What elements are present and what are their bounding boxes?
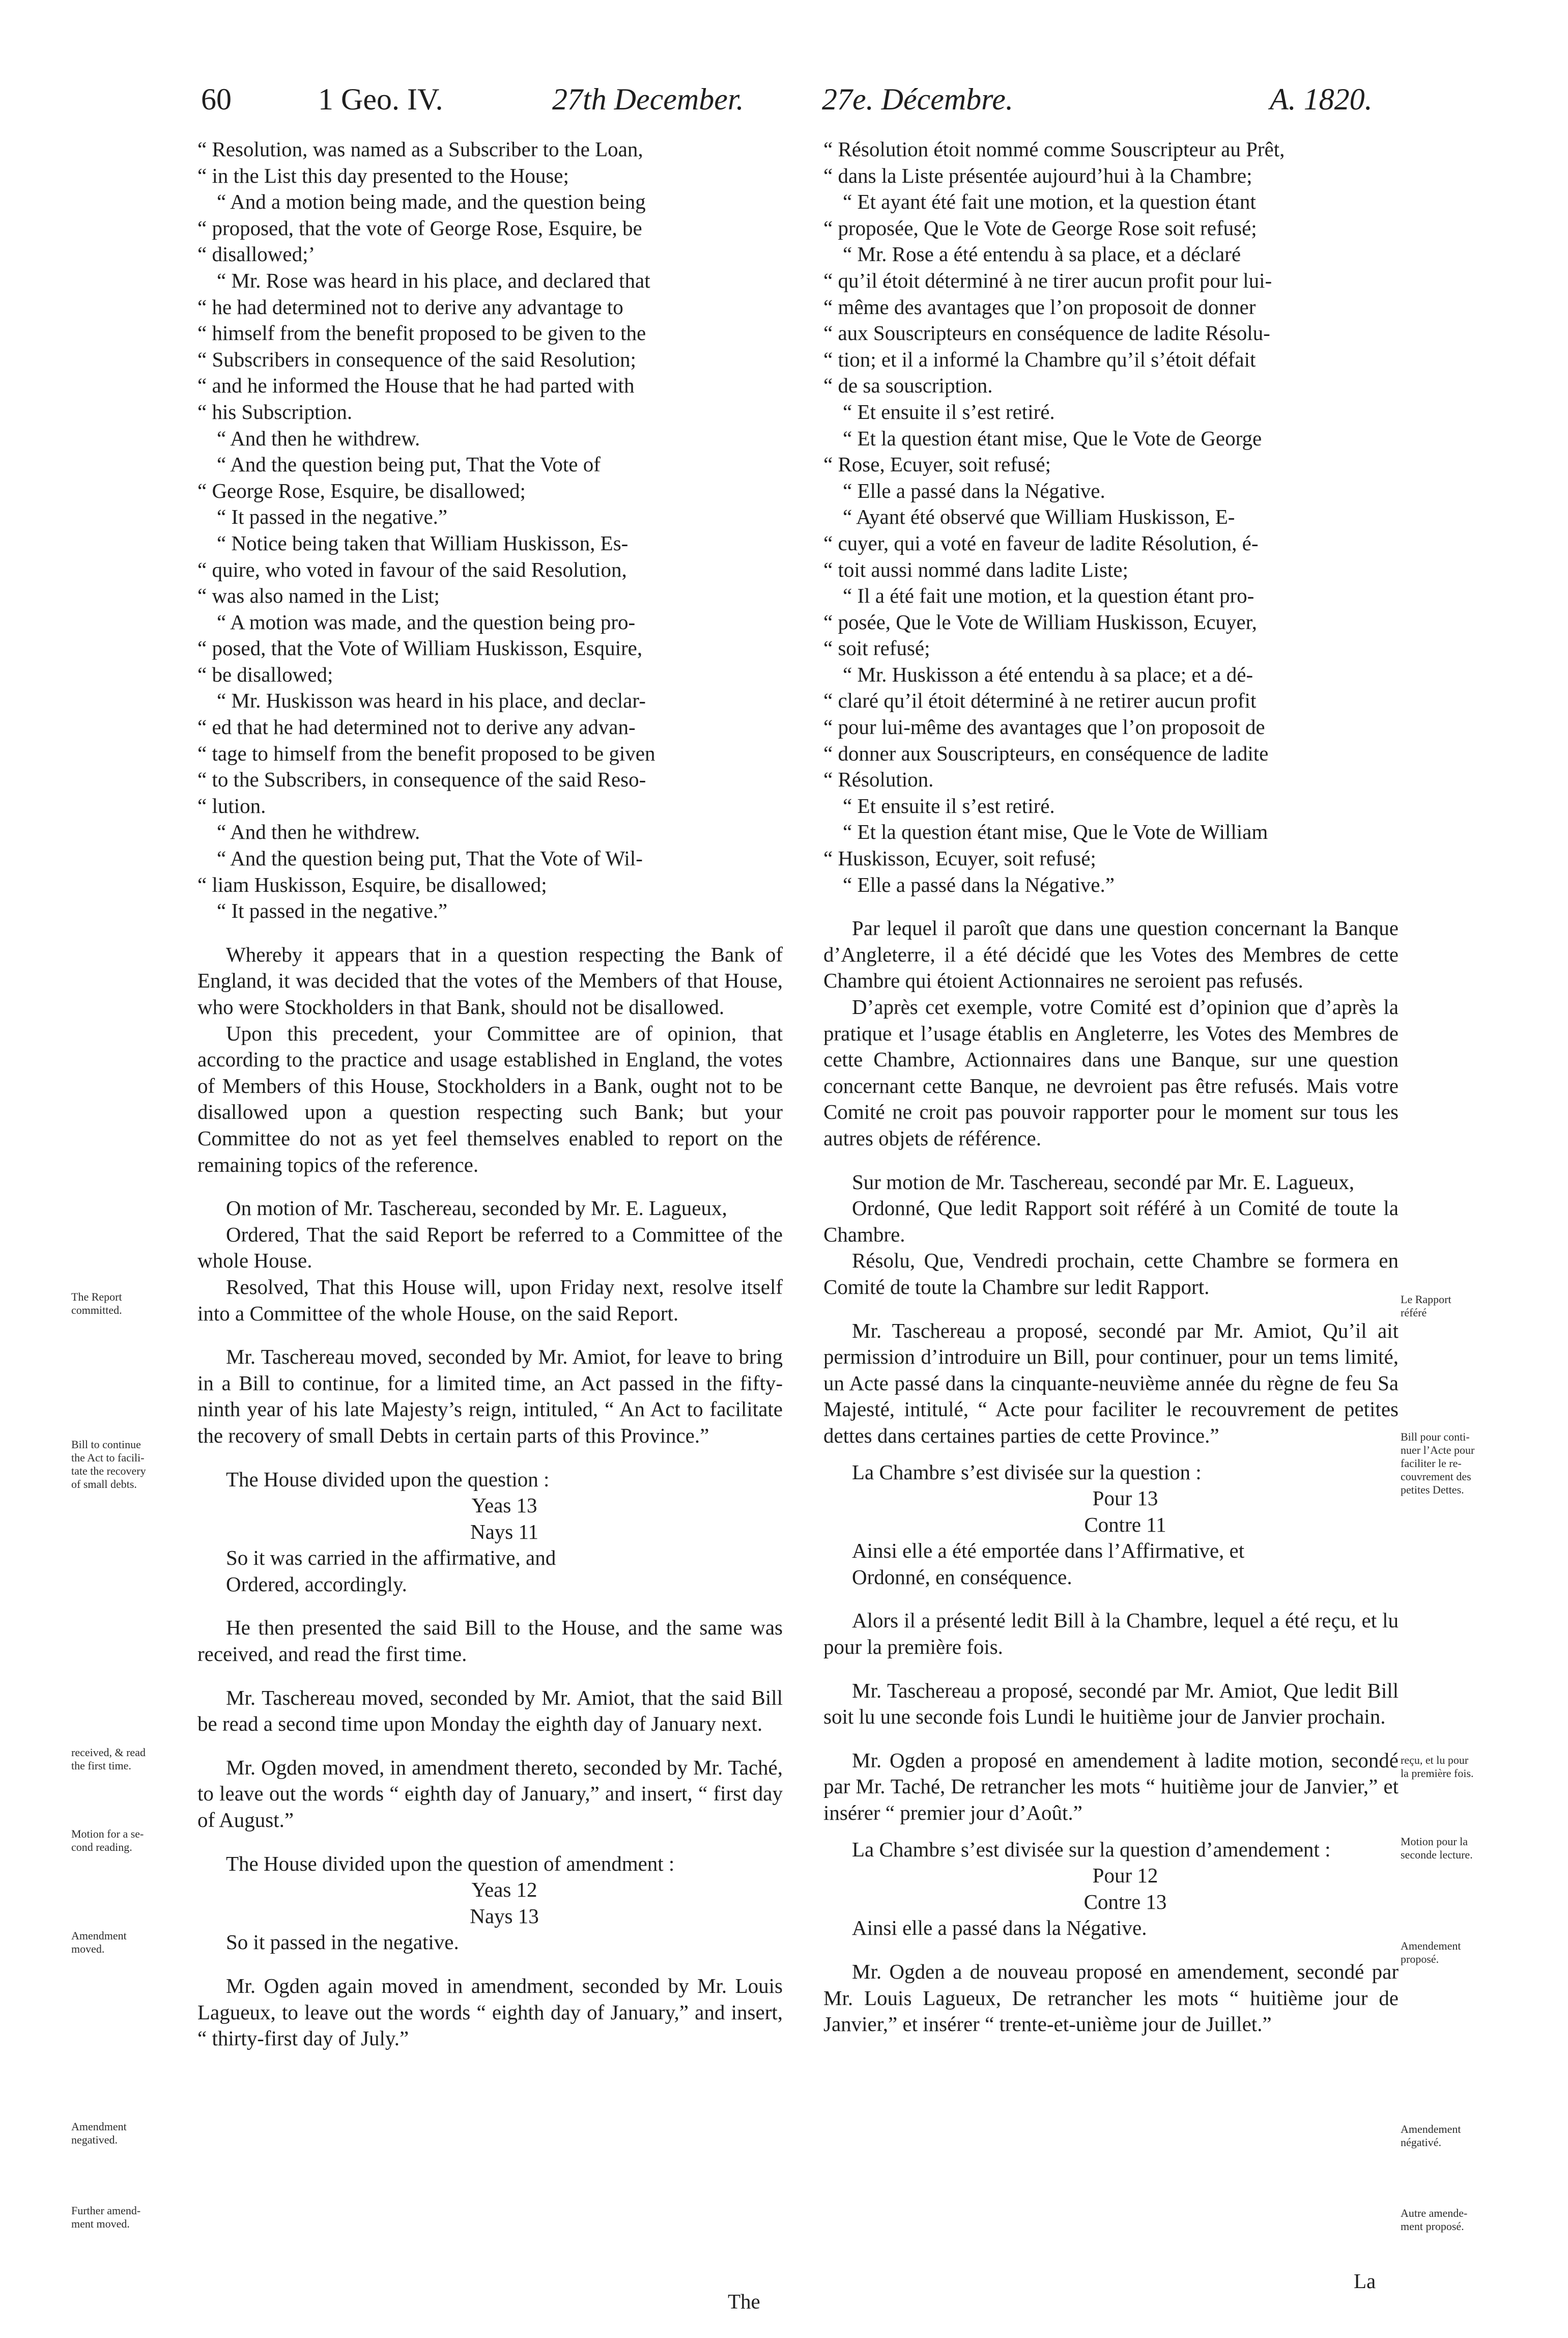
ordered-paragraph: Ordonné, Que ledit Rapport soit référé à un Comité de toute la Chambre. [823,1196,1399,1246]
bill-motion-paragraph: Mr. Taschereau a proposé, secondé par Mr. Amiot, Qu’il ait permission d’introduire un Bill, pour continuer, pour un tems limité, un Acte passé dans la cinquante-neuvième année du règne de feu Sa Majesté, intitulé, “ Acte pour faciliter le recouvrement de petites dettes dans certaines parties de cette Province.” [823,1318,1399,1447]
margin-note-further-amendment: Further amend- ment moved. [71,2204,141,2230]
quote-line: “ himself from the benefit proposed to be given to the [197,321,646,345]
quote-line: “ to the Subscribers, in consequence of the said Reso- [197,768,646,792]
yeas-count: Pour 13 [1092,1486,1158,1510]
quote-line: “ was also named in the List; [197,584,440,608]
ordered-paragraph: Ordered, That the said Report be referred to a Committee of the whole House. [197,1222,783,1273]
quote-line: “ Notice being taken that William Huskisson, Es- [217,531,629,555]
french-amendment-2 [823,1959,1399,2038]
negative-paragraph: Ainsi elle a passé dans la Négative. [852,1916,1147,1940]
quote-line: “ be disallowed; [197,662,333,686]
whereby-paragraph: Par lequel il paroît que dans une question concernant la Banque d’Angleterre, il a été décidé que les Votes des Membres de cette Chambre qui étoient Actionnaires ne seroient pas refusés. [823,916,1399,993]
quote-line: “ Elle a passé dans la Négative. [843,478,1105,502]
quote-line: “ and he informed the House that he had parted with [197,374,635,398]
quote-line: “ in the List this day presented to the House; [197,163,569,187]
quote-line: “ pour lui-même des avantages que l’on proposoit de [823,715,1265,739]
english-division-2 [197,1851,783,1956]
margin-note-first-reading: received, & read the first time. [71,1746,146,1772]
french-division-2 [823,1837,1399,1941]
quote-line: “ Rose, Ecuyer, soit refusé; [823,453,1051,476]
quote-line: “ It passed in the negative.” [217,899,448,923]
division-paragraph: The House divided upon the question : [226,1467,550,1491]
quote-line: “ disallowed;’ [197,242,316,266]
english-amendment-2 [197,1973,783,2052]
bill-motion-paragraph: Mr. Taschereau moved, seconded by Mr. Amiot, for leave to bring in a Bill to continue, for a limited time, an Act passed in the fifty-ninth year of his late Majesty’s reign, intituled, “ An Act to facilitate the recovery of small Debts in certain parts of this Province.” [197,1345,783,1447]
precedent-paragraph: Upon this precedent, your Committee are of opinion, that according to the practice and usage established in England, the votes of Members of this House, Stockholders in a Bank, ought not to be disallowed upon a question respecting such Bank; but your Committee do not as yet feel themselves enabled to report on the remaining topics of the reference. [197,1021,783,1176]
quote-line: “ Huskisson, Ecuyer, soit refusé; [823,847,1096,870]
yeas-count: Yeas 13 [471,1494,537,1517]
amendment-paragraph: Mr. Ogden a de nouveau proposé en amendement, secondé par Mr. Louis Lagueux, De retrancher les mots “ huitième jour de Janvier,” et insérer “ trente-et-unième jour de Juillet.” [823,1960,1399,2036]
margin-note-amendement-negative: Amendement négativé. [1401,2123,1461,2149]
page-number: 60 [201,82,232,116]
quote-line: “ A motion was made, and the question being pro- [217,610,636,634]
quote-line: “ Résolution étoit nommé comme Souscripteur au Prêt, [823,137,1285,161]
english-quoted-journal [197,136,783,924]
date-english: 27th December. [552,82,744,116]
amendment-paragraph: Mr. Ogden a proposé en amendement à ladite motion, secondé par Mr. Taché, De retrancher les mots “ huitième jour de Janvier,” et insérer “ premier jour d’Août.” [823,1748,1399,1825]
quote-line: “ And the question being put, That the Vote of Wil- [217,847,643,870]
page-header [0,76,1568,122]
yeas-count: Yeas 12 [471,1878,537,1902]
resolved-paragraph: Resolved, That this House will, upon Friday next, resolve itself into a Committee of the whole House, on the said Report. [197,1275,783,1325]
quote-line: “ Mr. Huskisson a été entendu à sa place; et a dé- [843,662,1253,686]
quote-line: “ lution. [197,794,266,818]
catchword-french: La [1354,2269,1376,2293]
year-heading: A. 1820. [1270,82,1373,116]
quote-line: “ It passed in the negative.” [217,505,448,529]
margin-note-premiere-lecture: reçu, et lu pour la première fois. [1401,1754,1474,1780]
margin-note-amendment-negatived: Amendment negatived. [71,2120,127,2146]
quote-line: “ cuyer, qui a voté en faveur de ladite Résolution, é- [823,531,1259,555]
second-reading-paragraph: Mr. Taschereau a proposé, secondé par Mr. Amiot, Que ledit Bill soit lu une seconde fois Lundi le huitième jour de Janvier prochain. [823,1678,1399,1729]
margin-note-report-committed: The Report committed. [71,1290,122,1316]
motion-paragraph: Sur motion de Mr. Taschereau, secondé par Mr. E. Lagueux, [852,1170,1354,1194]
quote-line: “ Et la question étant mise, Que le Vote de William [843,820,1268,844]
whereby-paragraph: Whereby it appears that in a question respecting the Bank of England, it was decided that the votes of the Members of that House, who were Stockholders in that Bank, should not be disallowed. [197,942,783,1019]
french-division-1 [823,1459,1399,1591]
french-column [823,136,1399,2038]
margin-note-seconde-lecture: Motion pour la seconde lecture. [1401,1835,1473,1861]
quote-line: “ And then he withdrew. [217,820,420,844]
quote-line: “ And a motion being made, and the question being [217,190,646,214]
nays-count: Contre 11 [1084,1512,1166,1536]
quote-line: “ dans la Liste présentée aujourd’hui à la Chambre; [823,163,1252,187]
margin-note-bill-small-debts: Bill to continue the Act to facili- tate the recovery of small debts. [71,1438,146,1490]
yeas-count: Pour 12 [1092,1864,1158,1888]
date-french: 27e. Décembre. [822,82,1013,116]
amendment-paragraph: Mr. Ogden moved, in amendment thereto, seconded by Mr. Taché, to leave out the words “ eighth day of January,” and insert, “ first day of August.” [197,1755,783,1832]
margin-note-bill-petites-dettes: Bill pour conti- nuer l’Acte pour faciliter le re- couvrement des petites Dettes. [1401,1430,1475,1496]
presented-paragraph: He then presented the said Bill to the House, and the same was received, and read the first time. [197,1616,783,1666]
quote-line: “ claré qu’il étoit déterminé à ne retirer aucun profit [823,689,1257,713]
quote-line: “ donner aux Souscripteurs, en conséquence de ladite [823,741,1269,765]
quote-line: “ aux Souscripteurs en conséquence de ladite Résolu- [823,321,1270,345]
quote-line: “ Et ensuite il s’est retiré. [843,400,1055,424]
quote-line: “ George Rose, Esquire, be disallowed; [197,478,526,502]
carried-paragraph: Ainsi elle a été emportée dans l’Affirmative, et [852,1539,1245,1563]
english-amendment-1 [197,1755,783,1834]
quote-line: “ Et ayant été fait une motion, et la question étant [843,190,1256,214]
margin-note-amendment-moved: Amendment moved. [71,1929,127,1955]
french-amendment-1 [823,1748,1399,1826]
margin-note-rapport-refere: Le Rapport référé [1401,1293,1451,1319]
division-paragraph: La Chambre s’est divisée sur la question d’amendement : [852,1837,1331,1861]
catchword-english: The [728,2290,760,2313]
margin-note-autre-amendement: Autre amende- ment proposé. [1401,2207,1468,2233]
quote-line: “ ed that he had determined not to derive any advan- [197,715,636,739]
quote-line: “ proposée, Que le Vote de George Rose soit refusé; [823,216,1257,240]
quote-line: “ And the question being put, That the Vote of [217,453,601,476]
division-paragraph: The House divided upon the question of amendment : [226,1851,675,1875]
quote-line: “ Resolution, was named as a Subscriber to the Loan, [197,137,643,161]
english-column [197,136,783,2052]
precedent-paragraph: D’après cet exemple, votre Comité est d’opinion que d’après la pratique et l’usage établis en Angleterre, les Votes des Membres de cette Chambre, Actionnaires dans une Banque, sur une question concernant cette Banque, ne devroient pas être refusés. Mais votre Comité ne croit pas pouvoir rapporter pour le moment sur tous les autres objets de référence. [823,995,1399,1150]
negative-paragraph: So it passed in the negative. [226,1930,459,1954]
french-bill-motion [823,1318,1399,1449]
resolved-paragraph: Résolu, Que, Vendredi prochain, cette Chambre se formera en Comité de toute la Chambre sur ledit Rapport. [823,1249,1399,1299]
quote-line: “ de sa souscription. [823,374,993,398]
quote-line: “ Subscribers in consequence of the said Resolution; [197,347,636,371]
english-conclusion [197,942,783,1178]
french-conclusion [823,915,1399,1151]
ordered-accordingly: Ordonné, en conséquence. [852,1565,1072,1589]
quote-line: “ Il a été fait une motion, et la question étant pro- [843,584,1255,608]
margin-note-second-reading: Motion for a se- cond reading. [71,1827,144,1853]
english-presented [197,1615,783,1667]
quote-line: “ tion; et il a informé la Chambre qu’il s’étoit défait [823,347,1256,371]
quote-line: “ his Subscription. [197,400,353,424]
quote-line: “ liam Huskisson, Esquire, be disallowed; [197,872,547,896]
french-report-motion [823,1169,1399,1301]
quote-line: “ Elle a passé dans la Négative.” [843,872,1115,896]
nays-count: Nays 11 [470,1519,538,1543]
english-division-1 [197,1467,783,1598]
division-paragraph: La Chambre s’est divisée sur la question : [852,1460,1202,1484]
quote-line: “ Et la question étant mise, Que le Vote de George [843,426,1262,450]
reign-heading: 1 Geo. IV. [318,82,443,116]
quote-line: “ Et ensuite il s’est retiré. [843,794,1055,818]
quote-line: “ Mr. Huskisson was heard in his place, and declar- [217,689,646,713]
presented-paragraph: Alors il a présenté ledit Bill à la Chambre, lequel a été reçu, et lu pour la première fois. [823,1609,1399,1659]
quote-line: “ quire, who voted in favour of the said Resolution, [197,557,627,581]
amendment-paragraph: Mr. Ogden again moved in amendment, seconded by Mr. Louis Lagueux, to leave out the words “ eighth day of January,” and insert, “ thirty-first day of July.” [197,1974,783,2050]
quote-line: “ même des avantages que l’on proposoit de donner [823,295,1256,319]
second-reading-paragraph: Mr. Taschereau moved, seconded by Mr. Amiot, that the said Bill be read a second time upon Monday the eighth day of January next. [197,1685,783,1736]
quote-line: “ qu’il étoit déterminé à ne tirer aucun profit pour lui- [823,268,1272,292]
quote-line: “ tage to himself from the benefit proposed to be given [197,741,655,765]
motion-paragraph: On motion of Mr. Taschereau, seconded by Mr. E. Lagueux, [226,1196,727,1220]
quote-line: “ posée, Que le Vote de William Huskisson, Ecuyer, [823,610,1257,634]
english-bill-motion [197,1344,783,1449]
carried-paragraph: So it was carried in the affirmative, and [226,1546,556,1570]
quote-line: “ he had determined not to derive any advantage to [197,295,623,319]
english-second-reading [197,1685,783,1737]
french-presented [823,1608,1399,1660]
quote-line: “ Ayant été observé que William Huskisson, E- [843,505,1235,529]
quote-line: “ toit aussi nommé dans ladite Liste; [823,557,1128,581]
english-report-motion [197,1195,783,1327]
quote-line: “ Mr. Rose a été entendu à sa place, et a déclaré [843,242,1241,266]
nays-count: Nays 13 [470,1904,539,1928]
quote-line: “ And then he withdrew. [217,426,420,450]
french-quoted-journal [823,136,1399,898]
french-second-reading [823,1678,1399,1730]
quote-line: “ posed, that the Vote of William Huskisson, Esquire, [197,636,643,660]
quote-line: “ proposed, that the vote of George Rose, Esquire, be [197,216,642,240]
quote-line: “ soit refusé; [823,636,930,660]
quote-line: “ Résolution. [823,768,934,792]
margin-note-amendement-propose: Amendement proposé. [1401,1939,1461,1965]
quote-line: “ Mr. Rose was heard in his place, and declared that [217,268,650,292]
nays-count: Contre 13 [1084,1890,1167,1913]
ordered-accordingly: Ordered, accordingly. [226,1572,407,1596]
